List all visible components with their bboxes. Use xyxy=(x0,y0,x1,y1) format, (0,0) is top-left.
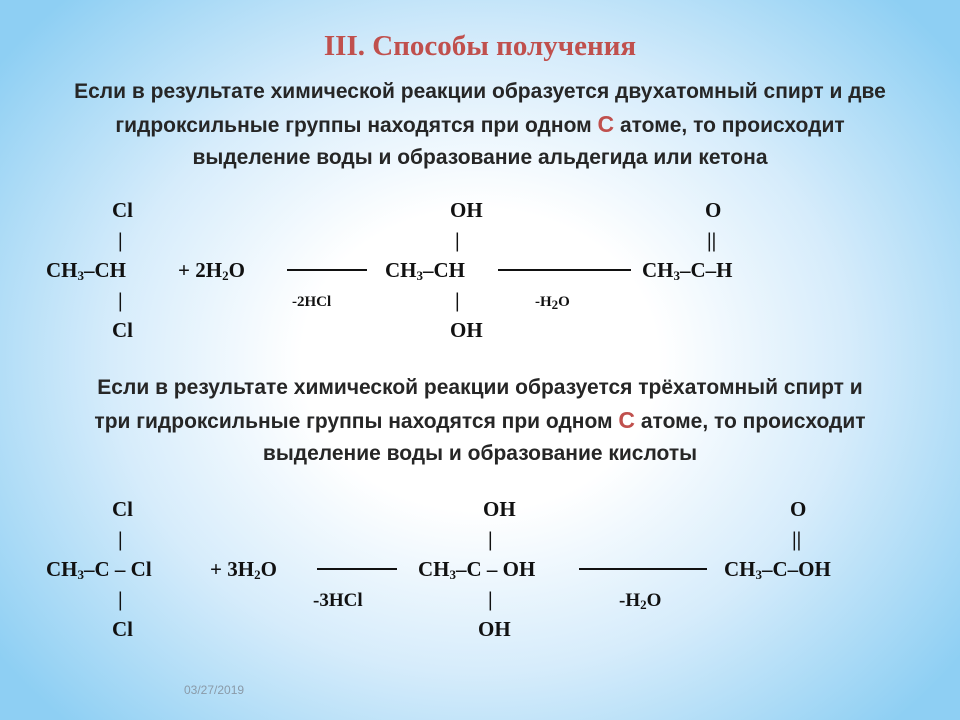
r2-acid-formula: $CH_3-C-OH$ xyxy=(724,557,831,582)
r1-arrow-2 xyxy=(498,269,631,271)
r2-oh-bottom: OH xyxy=(478,617,511,641)
r2-byproduct: -3HCl xyxy=(313,590,363,611)
carbon-highlight: C xyxy=(597,111,615,137)
r1-water-loss: $-H_2O$ xyxy=(535,294,570,312)
paragraph-diol xyxy=(20,76,940,174)
r2-water-loss: $-H_2O$ xyxy=(619,590,662,612)
r1-diol-formula: $CH_3-CH$ xyxy=(385,258,465,283)
r1-oh-top: OH xyxy=(450,198,483,222)
r1-aldehyde-o: O xyxy=(705,198,722,222)
paragraph-triol-line-3: выделение воды и образование кислоты xyxy=(262,442,698,465)
r2-acid-double-bond: || xyxy=(792,527,802,551)
r2-triol-formula: $CH_3-C$ – OH xyxy=(418,557,536,582)
paragraph-triol xyxy=(20,372,940,470)
slide-title: III. Способы получения xyxy=(323,30,637,62)
r1-oh-bottom: OH xyxy=(450,318,483,342)
paragraph-diol-line-1: Если в результате химической реакции образуется двухатомный спирт и две xyxy=(74,80,886,103)
r2-arrow-2 xyxy=(579,568,707,570)
paragraph-diol-line-3: выделение воды и образование альдегида или кетона xyxy=(192,146,768,169)
r2-arrow-1 xyxy=(317,568,397,570)
r2-cl-bottom: Cl xyxy=(112,617,133,641)
paragraph-diol-line-2: гидроксильные группы находятся при одном C атоме, то происходит xyxy=(115,111,845,137)
r2-triol-bond-bottom: | xyxy=(488,587,493,611)
r2-oh-top: OH xyxy=(483,497,516,521)
r2-bond-bottom: | xyxy=(118,587,123,611)
r1-aldehyde-double-bond: || xyxy=(707,228,717,252)
r2-triol-bond-top: | xyxy=(488,527,493,551)
r1-arrow-1 xyxy=(287,269,367,271)
r2-acid-o: O xyxy=(790,497,807,521)
r1-water: + $2H_2O$ xyxy=(178,258,245,283)
r1-bond-bottom: | xyxy=(118,288,123,312)
r2-cl-top: Cl xyxy=(112,497,133,521)
r1-cl-top: Cl xyxy=(112,198,133,222)
paragraph-triol-line-2: три гидроксильные группы находятся при одном C атоме, то происходит xyxy=(94,407,866,433)
carbon-highlight: C xyxy=(618,407,636,433)
r2-reactant-formula: $CH_3-C$ – Cl xyxy=(46,557,152,582)
r1-cl-bottom: Cl xyxy=(112,318,133,342)
r1-diol-bond-bottom: | xyxy=(455,288,460,312)
r1-diol-bond-top: | xyxy=(455,228,460,252)
r1-bond-top: | xyxy=(118,228,123,252)
paragraph-triol-line-1: Если в результате химической реакции образуется трёхатомный спирт и xyxy=(97,376,863,399)
r2-bond-top: | xyxy=(118,527,123,551)
slide-date: 03/27/2019 xyxy=(184,683,245,697)
r1-byproduct: -2HCl xyxy=(292,294,332,310)
r1-reactant-formula: $CH_3-CH$ xyxy=(46,258,126,283)
r2-water: + $3H_2O$ xyxy=(210,557,277,582)
r1-aldehyde-formula: $CH_3-C-H$ xyxy=(642,258,733,283)
